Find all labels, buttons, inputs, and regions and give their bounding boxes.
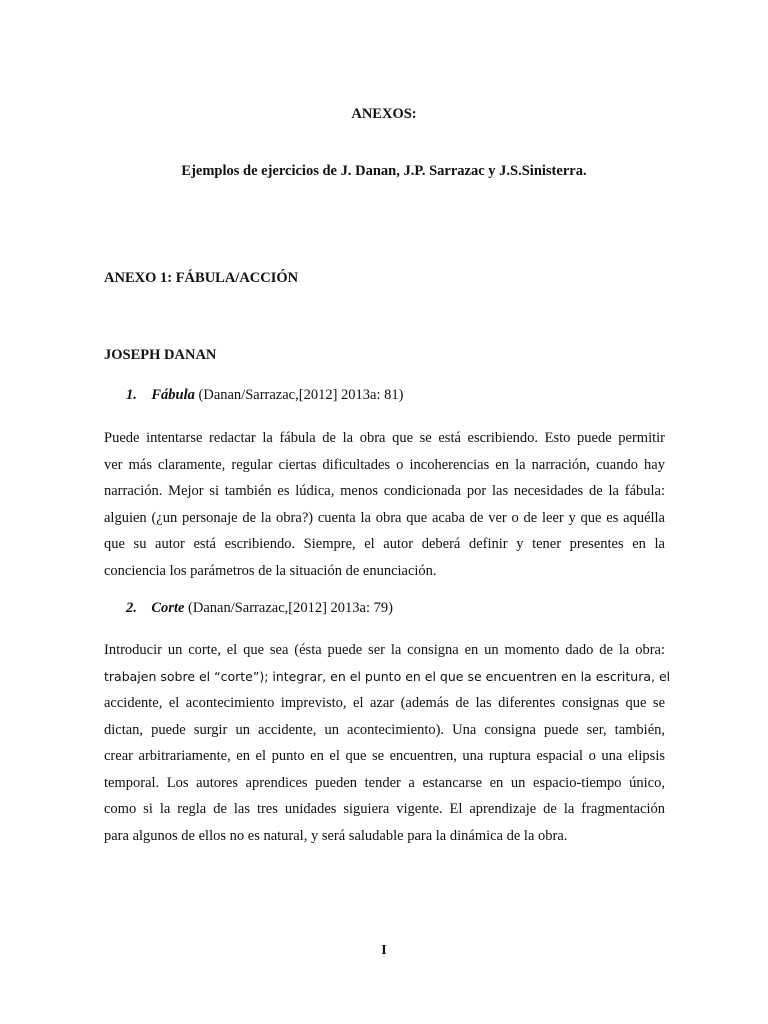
- item-number: 1.: [126, 387, 137, 403]
- paragraph-line: narración. Mejor si también es lúdica, menos condicionada por las necesidades de la fábula:: [104, 483, 665, 499]
- annex-title: ANEXOS:: [351, 106, 417, 122]
- paragraph-line: conciencia los parámetros de la situación de enunciación.: [104, 562, 437, 579]
- exercise-item-2-paragraph: [104, 637, 671, 849]
- page-number: I: [381, 943, 387, 958]
- paragraph-line: crear arbitrariamente, en el punto en el que se encuentren, una ruptura espacial o una elipsis: [104, 748, 665, 764]
- item-term: Corte: [151, 600, 185, 616]
- paragraph-line: accidente, el acontecimiento imprevisto, el azar (además de las diferentes consignas que se: [104, 695, 665, 711]
- paragraph-line: que su autor está escribiendo. Siempre, el autor deberá definir y tener presentes en la: [104, 536, 665, 552]
- paragraph-line: Puede intentarse redactar la fábula de la obra que se está escribiendo. Esto puede permitir: [104, 430, 665, 446]
- annex-subtitle: Ejemplos de ejercicios de J. Danan, J.P. Sarrazac y J.S.Sinisterra.: [181, 163, 587, 179]
- paragraph-line: trabajen sobre el “corte”); integrar, en el punto en el que se encuentren en la escritura, el: [104, 668, 671, 684]
- paragraph-line: dictan, puede surgir un accidente, un acontecimiento). Una consigna puede ser, también,: [104, 721, 665, 738]
- item-term: Fábula: [151, 387, 195, 403]
- annex-1-heading: ANEXO 1: FÁBULA/ACCIÓN: [104, 270, 299, 286]
- paragraph-line: para algunos de ellos no es natural, y será saludable para la dinámica de la obra.: [104, 827, 568, 844]
- item-reference: (Danan/Sarrazac,[2012] 2013a: 79): [184, 600, 393, 616]
- exercise-item-1-heading: [126, 387, 403, 404]
- item-reference: (Danan/Sarrazac,[2012] 2013a: 81): [194, 387, 404, 403]
- paragraph-line: temporal. Los autores aprendices pueden tender a estancarse en un espacio-tiempo único,: [104, 774, 665, 791]
- paragraph-line: alguien (¿un personaje de la obra?) cuenta la obra que acaba de ver o de leer y que es aquélla: [104, 509, 665, 526]
- item-number: 2.: [126, 600, 137, 616]
- paragraph-line: ver más claramente, regular ciertas dificultades o incoherencias en la narración, cuando hay: [104, 456, 665, 473]
- paragraph-line: Introducir un corte, el que sea (ésta puede ser la consigna en un momento dado de la obra:: [104, 642, 665, 658]
- author-heading: JOSEPH DANAN: [104, 347, 217, 363]
- paragraph-line: como si la regla de las tres unidades siguiera vigente. El aprendizaje de la fragmentación: [104, 801, 665, 817]
- exercise-item-2-heading: [126, 600, 393, 617]
- exercise-item-1-paragraph: [104, 425, 665, 584]
